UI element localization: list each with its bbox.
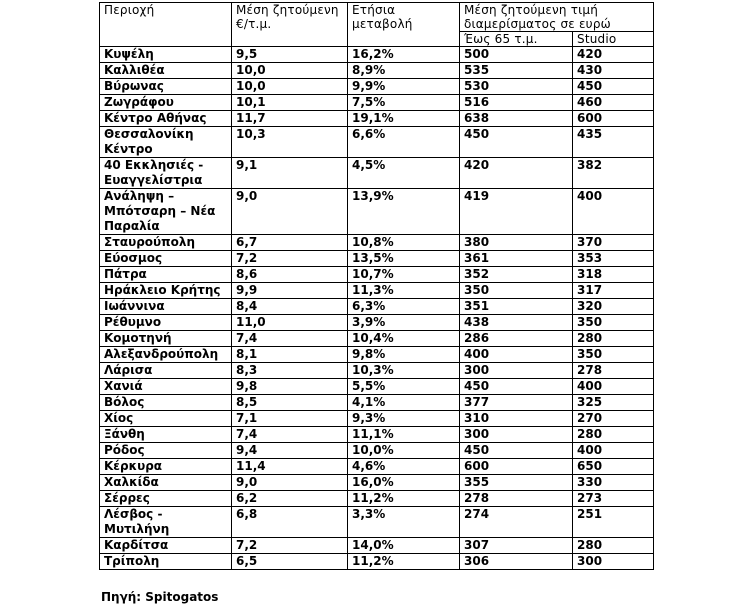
- cell-up-to-65: 274: [460, 507, 573, 538]
- cell-region: Θεσσαλονίκη Κέντρο: [100, 127, 232, 158]
- cell-up-to-65: 351: [460, 299, 573, 315]
- cell-annual-change: 10,0%: [348, 443, 460, 459]
- cell-region: Ιωάννινα: [100, 299, 232, 315]
- cell-annual-change: 6,3%: [348, 299, 460, 315]
- cell-annual-change: 4,6%: [348, 459, 460, 475]
- cell-price-sqm: 8,4: [232, 299, 348, 315]
- cell-up-to-65: 377: [460, 395, 573, 411]
- cell-studio: 600: [573, 111, 654, 127]
- cell-price-sqm: 10,0: [232, 79, 348, 95]
- cell-price-sqm: 9,0: [232, 189, 348, 235]
- cell-studio: 435: [573, 127, 654, 158]
- cell-studio: 382: [573, 158, 654, 189]
- cell-region: 40 Εκκλησιές - Ευαγγελίστρια: [100, 158, 232, 189]
- cell-up-to-65: 355: [460, 475, 573, 491]
- cell-price-sqm: 9,1: [232, 158, 348, 189]
- cell-up-to-65: 600: [460, 459, 573, 475]
- cell-up-to-65: 500: [460, 47, 573, 63]
- cell-annual-change: 6,6%: [348, 127, 460, 158]
- table-row: [100, 507, 654, 538]
- cell-price-sqm: 10,3: [232, 127, 348, 158]
- cell-annual-change: 11,2%: [348, 554, 460, 570]
- cell-up-to-65: 420: [460, 158, 573, 189]
- cell-region: Βύρωνας: [100, 79, 232, 95]
- cell-up-to-65: 380: [460, 235, 573, 251]
- cell-price-sqm: 8,3: [232, 363, 348, 379]
- cell-up-to-65: 352: [460, 267, 573, 283]
- header-avg-price-sqm: Μέση ζητούμενη €/τ.μ.: [232, 3, 348, 47]
- cell-studio: 420: [573, 47, 654, 63]
- cell-up-to-65: 450: [460, 127, 573, 158]
- cell-price-sqm: 7,2: [232, 538, 348, 554]
- cell-price-sqm: 6,5: [232, 554, 348, 570]
- cell-studio: 370: [573, 235, 654, 251]
- table-row: [100, 411, 654, 427]
- cell-studio: 251: [573, 507, 654, 538]
- cell-region: Ζωγράφου: [100, 95, 232, 111]
- cell-studio: 400: [573, 379, 654, 395]
- cell-region: Χανιά: [100, 379, 232, 395]
- cell-price-sqm: 11,4: [232, 459, 348, 475]
- cell-up-to-65: 278: [460, 491, 573, 507]
- table-row: [100, 95, 654, 111]
- cell-up-to-65: 307: [460, 538, 573, 554]
- cell-up-to-65: 450: [460, 379, 573, 395]
- cell-up-to-65: 306: [460, 554, 573, 570]
- cell-price-sqm: 11,7: [232, 111, 348, 127]
- cell-price-sqm: 9,5: [232, 47, 348, 63]
- table-row: [100, 363, 654, 379]
- cell-price-sqm: 7,4: [232, 427, 348, 443]
- cell-region: Κομοτηνή: [100, 331, 232, 347]
- table-row: [100, 267, 654, 283]
- cell-up-to-65: 516: [460, 95, 573, 111]
- table-row: [100, 283, 654, 299]
- header-region: Περιοχή: [100, 3, 232, 47]
- cell-price-sqm: 9,9: [232, 283, 348, 299]
- cell-price-sqm: 10,1: [232, 95, 348, 111]
- table-row: [100, 331, 654, 347]
- cell-up-to-65: 310: [460, 411, 573, 427]
- table-row: [100, 63, 654, 79]
- cell-studio: 317: [573, 283, 654, 299]
- cell-region: Εύοσμος: [100, 251, 232, 267]
- cell-annual-change: 13,5%: [348, 251, 460, 267]
- cell-price-sqm: 8,6: [232, 267, 348, 283]
- cell-annual-change: 9,8%: [348, 347, 460, 363]
- cell-studio: 320: [573, 299, 654, 315]
- cell-region: Σέρρες: [100, 491, 232, 507]
- cell-studio: 450: [573, 79, 654, 95]
- cell-price-sqm: 6,8: [232, 507, 348, 538]
- header-up-to-65: Έως 65 τ.μ.: [460, 32, 573, 47]
- cell-annual-change: 7,5%: [348, 95, 460, 111]
- cell-annual-change: 5,5%: [348, 379, 460, 395]
- cell-price-sqm: 9,0: [232, 475, 348, 491]
- cell-region: Ηράκλειο Κρήτης: [100, 283, 232, 299]
- cell-studio: 278: [573, 363, 654, 379]
- cell-studio: 270: [573, 411, 654, 427]
- cell-up-to-65: 530: [460, 79, 573, 95]
- cell-region: Καλλιθέα: [100, 63, 232, 79]
- table-row: [100, 475, 654, 491]
- cell-up-to-65: 300: [460, 363, 573, 379]
- cell-region: Βόλος: [100, 395, 232, 411]
- table-row: [100, 79, 654, 95]
- cell-studio: 280: [573, 331, 654, 347]
- header-annual-change: Ετήσια μεταβολή: [348, 3, 460, 47]
- cell-annual-change: 11,3%: [348, 283, 460, 299]
- rent-price-table: [99, 2, 654, 570]
- cell-price-sqm: 6,2: [232, 491, 348, 507]
- cell-price-sqm: 9,4: [232, 443, 348, 459]
- cell-annual-change: 10,7%: [348, 267, 460, 283]
- table-row: [100, 491, 654, 507]
- cell-price-sqm: 6,7: [232, 235, 348, 251]
- table-row: [100, 443, 654, 459]
- cell-price-sqm: 11,0: [232, 315, 348, 331]
- cell-up-to-65: 286: [460, 331, 573, 347]
- cell-up-to-65: 535: [460, 63, 573, 79]
- header-studio: Studio: [573, 32, 654, 47]
- cell-price-sqm: 8,1: [232, 347, 348, 363]
- cell-studio: 400: [573, 189, 654, 235]
- header-avg-apartment-price: Μέση ζητούμενη τιμή διαμερίσματος σε ευρώ: [460, 3, 654, 32]
- cell-studio: 400: [573, 443, 654, 459]
- cell-region: Πάτρα: [100, 267, 232, 283]
- cell-annual-change: 4,1%: [348, 395, 460, 411]
- cell-annual-change: 8,9%: [348, 63, 460, 79]
- cell-up-to-65: 361: [460, 251, 573, 267]
- table-row: [100, 235, 654, 251]
- cell-up-to-65: 400: [460, 347, 573, 363]
- cell-studio: 330: [573, 475, 654, 491]
- source-note: Πηγή: Spitogatos: [101, 590, 219, 604]
- table-body: [100, 47, 654, 570]
- cell-price-sqm: 7,4: [232, 331, 348, 347]
- table-row: [100, 554, 654, 570]
- rent-price-table-container: [99, 2, 654, 570]
- cell-region: Λέσβος - Μυτιλήνη: [100, 507, 232, 538]
- table-row: [100, 111, 654, 127]
- cell-annual-change: 9,3%: [348, 411, 460, 427]
- table-row: [100, 47, 654, 63]
- cell-price-sqm: 10,0: [232, 63, 348, 79]
- cell-region: Ρόδος: [100, 443, 232, 459]
- cell-region: Λάρισα: [100, 363, 232, 379]
- table-row: [100, 299, 654, 315]
- table-row: [100, 395, 654, 411]
- cell-price-sqm: 9,8: [232, 379, 348, 395]
- cell-price-sqm: 7,2: [232, 251, 348, 267]
- table-row: [100, 347, 654, 363]
- cell-annual-change: 10,8%: [348, 235, 460, 251]
- cell-price-sqm: 7,1: [232, 411, 348, 427]
- cell-annual-change: 10,3%: [348, 363, 460, 379]
- cell-studio: 460: [573, 95, 654, 111]
- cell-region: Ρέθυμνο: [100, 315, 232, 331]
- cell-annual-change: 4,5%: [348, 158, 460, 189]
- cell-annual-change: 9,9%: [348, 79, 460, 95]
- table-row: [100, 538, 654, 554]
- cell-studio: 280: [573, 427, 654, 443]
- cell-up-to-65: 350: [460, 283, 573, 299]
- cell-up-to-65: 450: [460, 443, 573, 459]
- cell-studio: 300: [573, 554, 654, 570]
- cell-studio: 430: [573, 63, 654, 79]
- cell-up-to-65: 438: [460, 315, 573, 331]
- cell-annual-change: 11,1%: [348, 427, 460, 443]
- cell-studio: 353: [573, 251, 654, 267]
- cell-region: Καρδίτσα: [100, 538, 232, 554]
- cell-up-to-65: 638: [460, 111, 573, 127]
- cell-studio: 650: [573, 459, 654, 475]
- cell-annual-change: 3,9%: [348, 315, 460, 331]
- cell-region: Χαλκίδα: [100, 475, 232, 491]
- cell-region: Κυψέλη: [100, 47, 232, 63]
- table-row: [100, 427, 654, 443]
- cell-region: Κέντρο Αθήνας: [100, 111, 232, 127]
- cell-studio: 350: [573, 347, 654, 363]
- cell-up-to-65: 419: [460, 189, 573, 235]
- table-row: [100, 158, 654, 189]
- cell-studio: 318: [573, 267, 654, 283]
- cell-studio: 325: [573, 395, 654, 411]
- cell-annual-change: 16,2%: [348, 47, 460, 63]
- cell-studio: 350: [573, 315, 654, 331]
- table-row: [100, 379, 654, 395]
- table-row: [100, 315, 654, 331]
- cell-annual-change: 14,0%: [348, 538, 460, 554]
- cell-region: Χίος: [100, 411, 232, 427]
- cell-studio: 280: [573, 538, 654, 554]
- cell-annual-change: 13,9%: [348, 189, 460, 235]
- cell-region: Τρίπολη: [100, 554, 232, 570]
- cell-price-sqm: 8,5: [232, 395, 348, 411]
- cell-region: Κέρκυρα: [100, 459, 232, 475]
- cell-annual-change: 16,0%: [348, 475, 460, 491]
- cell-studio: 273: [573, 491, 654, 507]
- table-row: [100, 251, 654, 267]
- cell-region: Ανάληψη – Μπότσαρη – Νέα Παραλία: [100, 189, 232, 235]
- cell-region: Σταυρούπολη: [100, 235, 232, 251]
- table-header: [100, 3, 654, 47]
- table-row: [100, 127, 654, 158]
- cell-region: Ξάνθη: [100, 427, 232, 443]
- cell-annual-change: 3,3%: [348, 507, 460, 538]
- cell-up-to-65: 300: [460, 427, 573, 443]
- cell-annual-change: 10,4%: [348, 331, 460, 347]
- table-row: [100, 189, 654, 235]
- cell-region: Αλεξανδρούπολη: [100, 347, 232, 363]
- table-row: [100, 459, 654, 475]
- cell-annual-change: 11,2%: [348, 491, 460, 507]
- cell-annual-change: 19,1%: [348, 111, 460, 127]
